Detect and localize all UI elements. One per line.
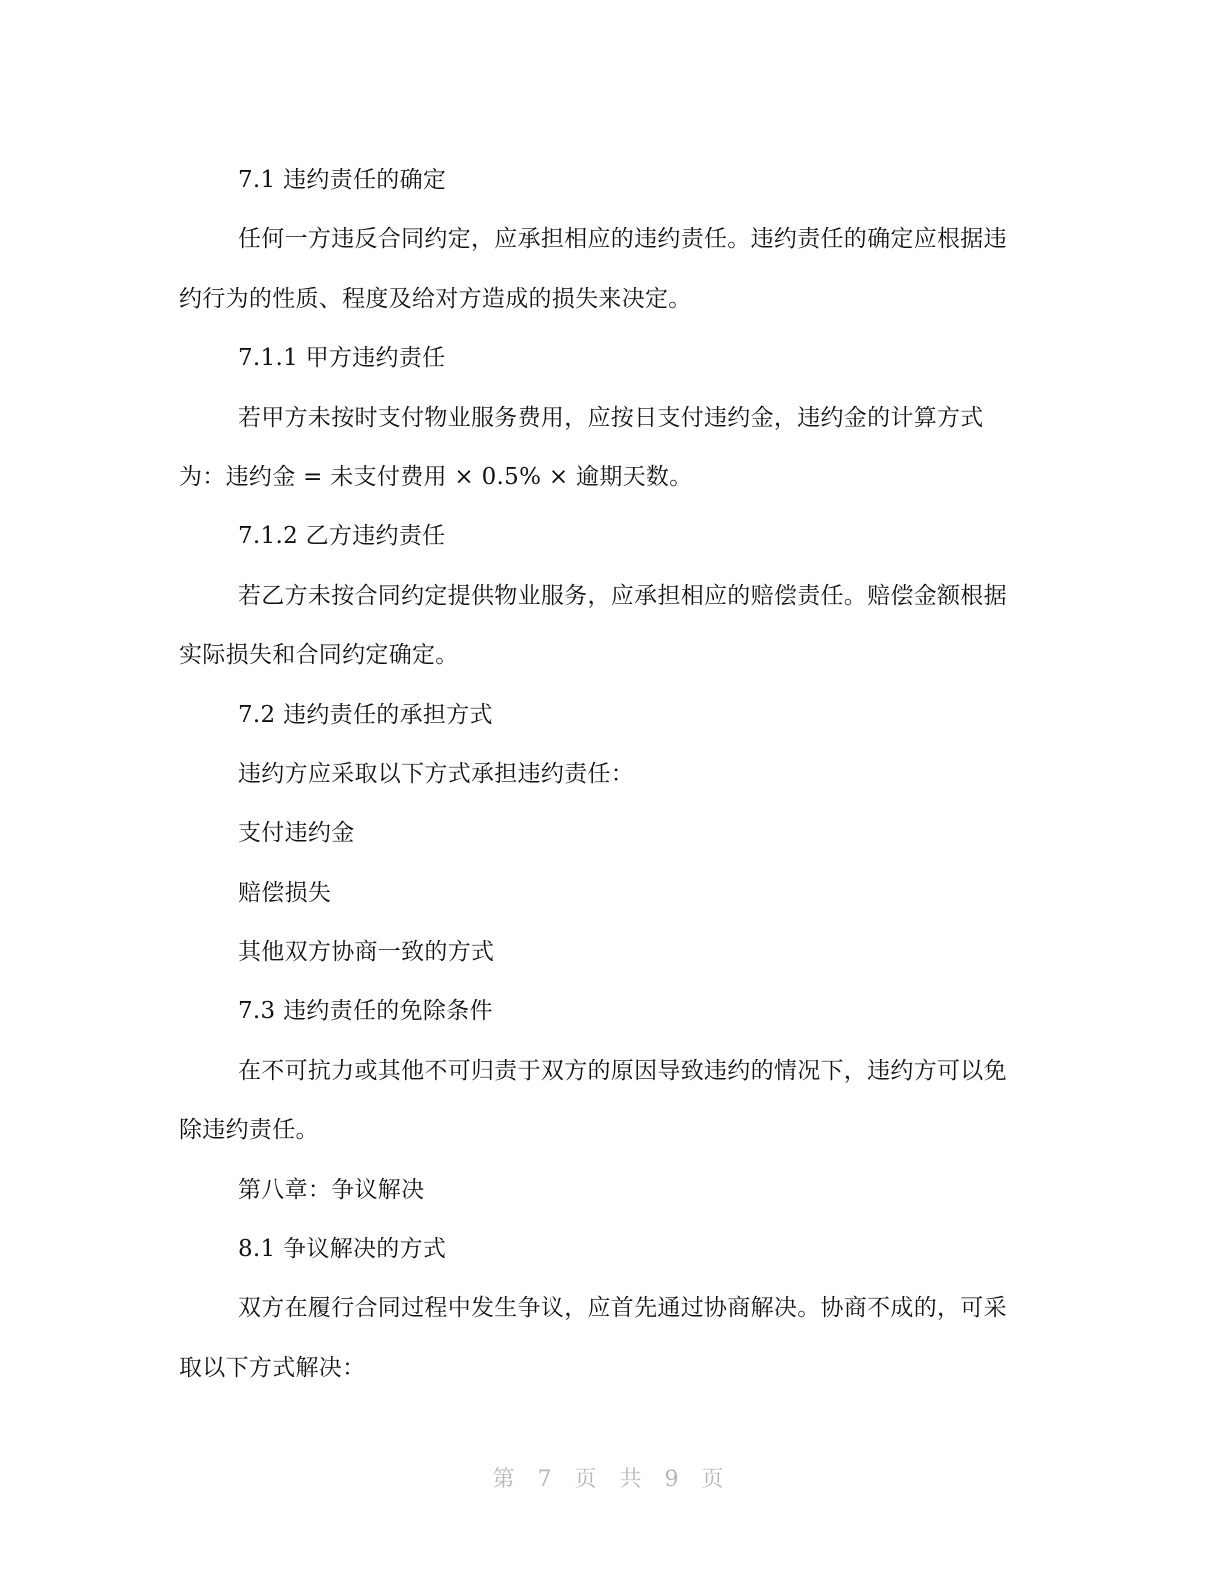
paragraph-line: 若乙方未按合同约定提供物业服务，应承担相应的赔偿责任。赔偿金额根据 [238,582,1007,609]
paragraph-line: 任何一方违反合同约定，应承担相应的违约责任。违约责任的确定应根据违 [238,226,1007,253]
paragraph-line: 双方在履行合同过程中发生争议，应首先通过协商解决。协商不成的，可采 [238,1295,1007,1322]
section-heading-7-1-1: 7.1.1 甲方违约责任 [238,345,446,372]
section-heading-7-1-2: 7.1.2 乙方违约责任 [238,523,446,550]
list-item: 赔偿损失 [238,879,332,906]
paragraph-line: 在不可抗力或其他不可归责于双方的原因导致违约的情况下，违约方可以免 [238,1057,1007,1084]
document-body [179,157,1027,1404]
chapter-heading-8: 第八章：争议解决 [238,1176,425,1203]
paragraph-line: 除违约责任。 [179,1117,319,1144]
list-item: 其他双方协商一致的方式 [238,939,495,966]
paragraph-line: 违约方应采取以下方式承担违约责任： [238,760,635,787]
paragraph-line: 若甲方未按时支付物业服务费用，应按日支付违约金，违约金的计算方式 [238,404,984,431]
list-item: 支付违约金 [238,820,355,847]
paragraph-line: 为：违约金 = 未支付费用 × 0.5% × 逾期天数。 [179,463,693,490]
section-heading-7-2: 7.2 违约责任的承担方式 [238,701,493,728]
paragraph-line: 约行为的性质、程度及给对方造成的损失来决定。 [179,285,692,312]
section-heading-7-1: 7.1 违约责任的确定 [238,167,447,193]
paragraph-line: 取以下方式解决： [179,1354,366,1381]
page-footer: 第 7 页 共 9 页 [492,1467,732,1492]
section-heading-7-3: 7.3 违约责任的免除条件 [238,998,493,1025]
section-heading-8-1: 8.1 争议解决的方式 [238,1236,447,1263]
paragraph-line: 实际损失和合同约定确定。 [179,642,459,669]
